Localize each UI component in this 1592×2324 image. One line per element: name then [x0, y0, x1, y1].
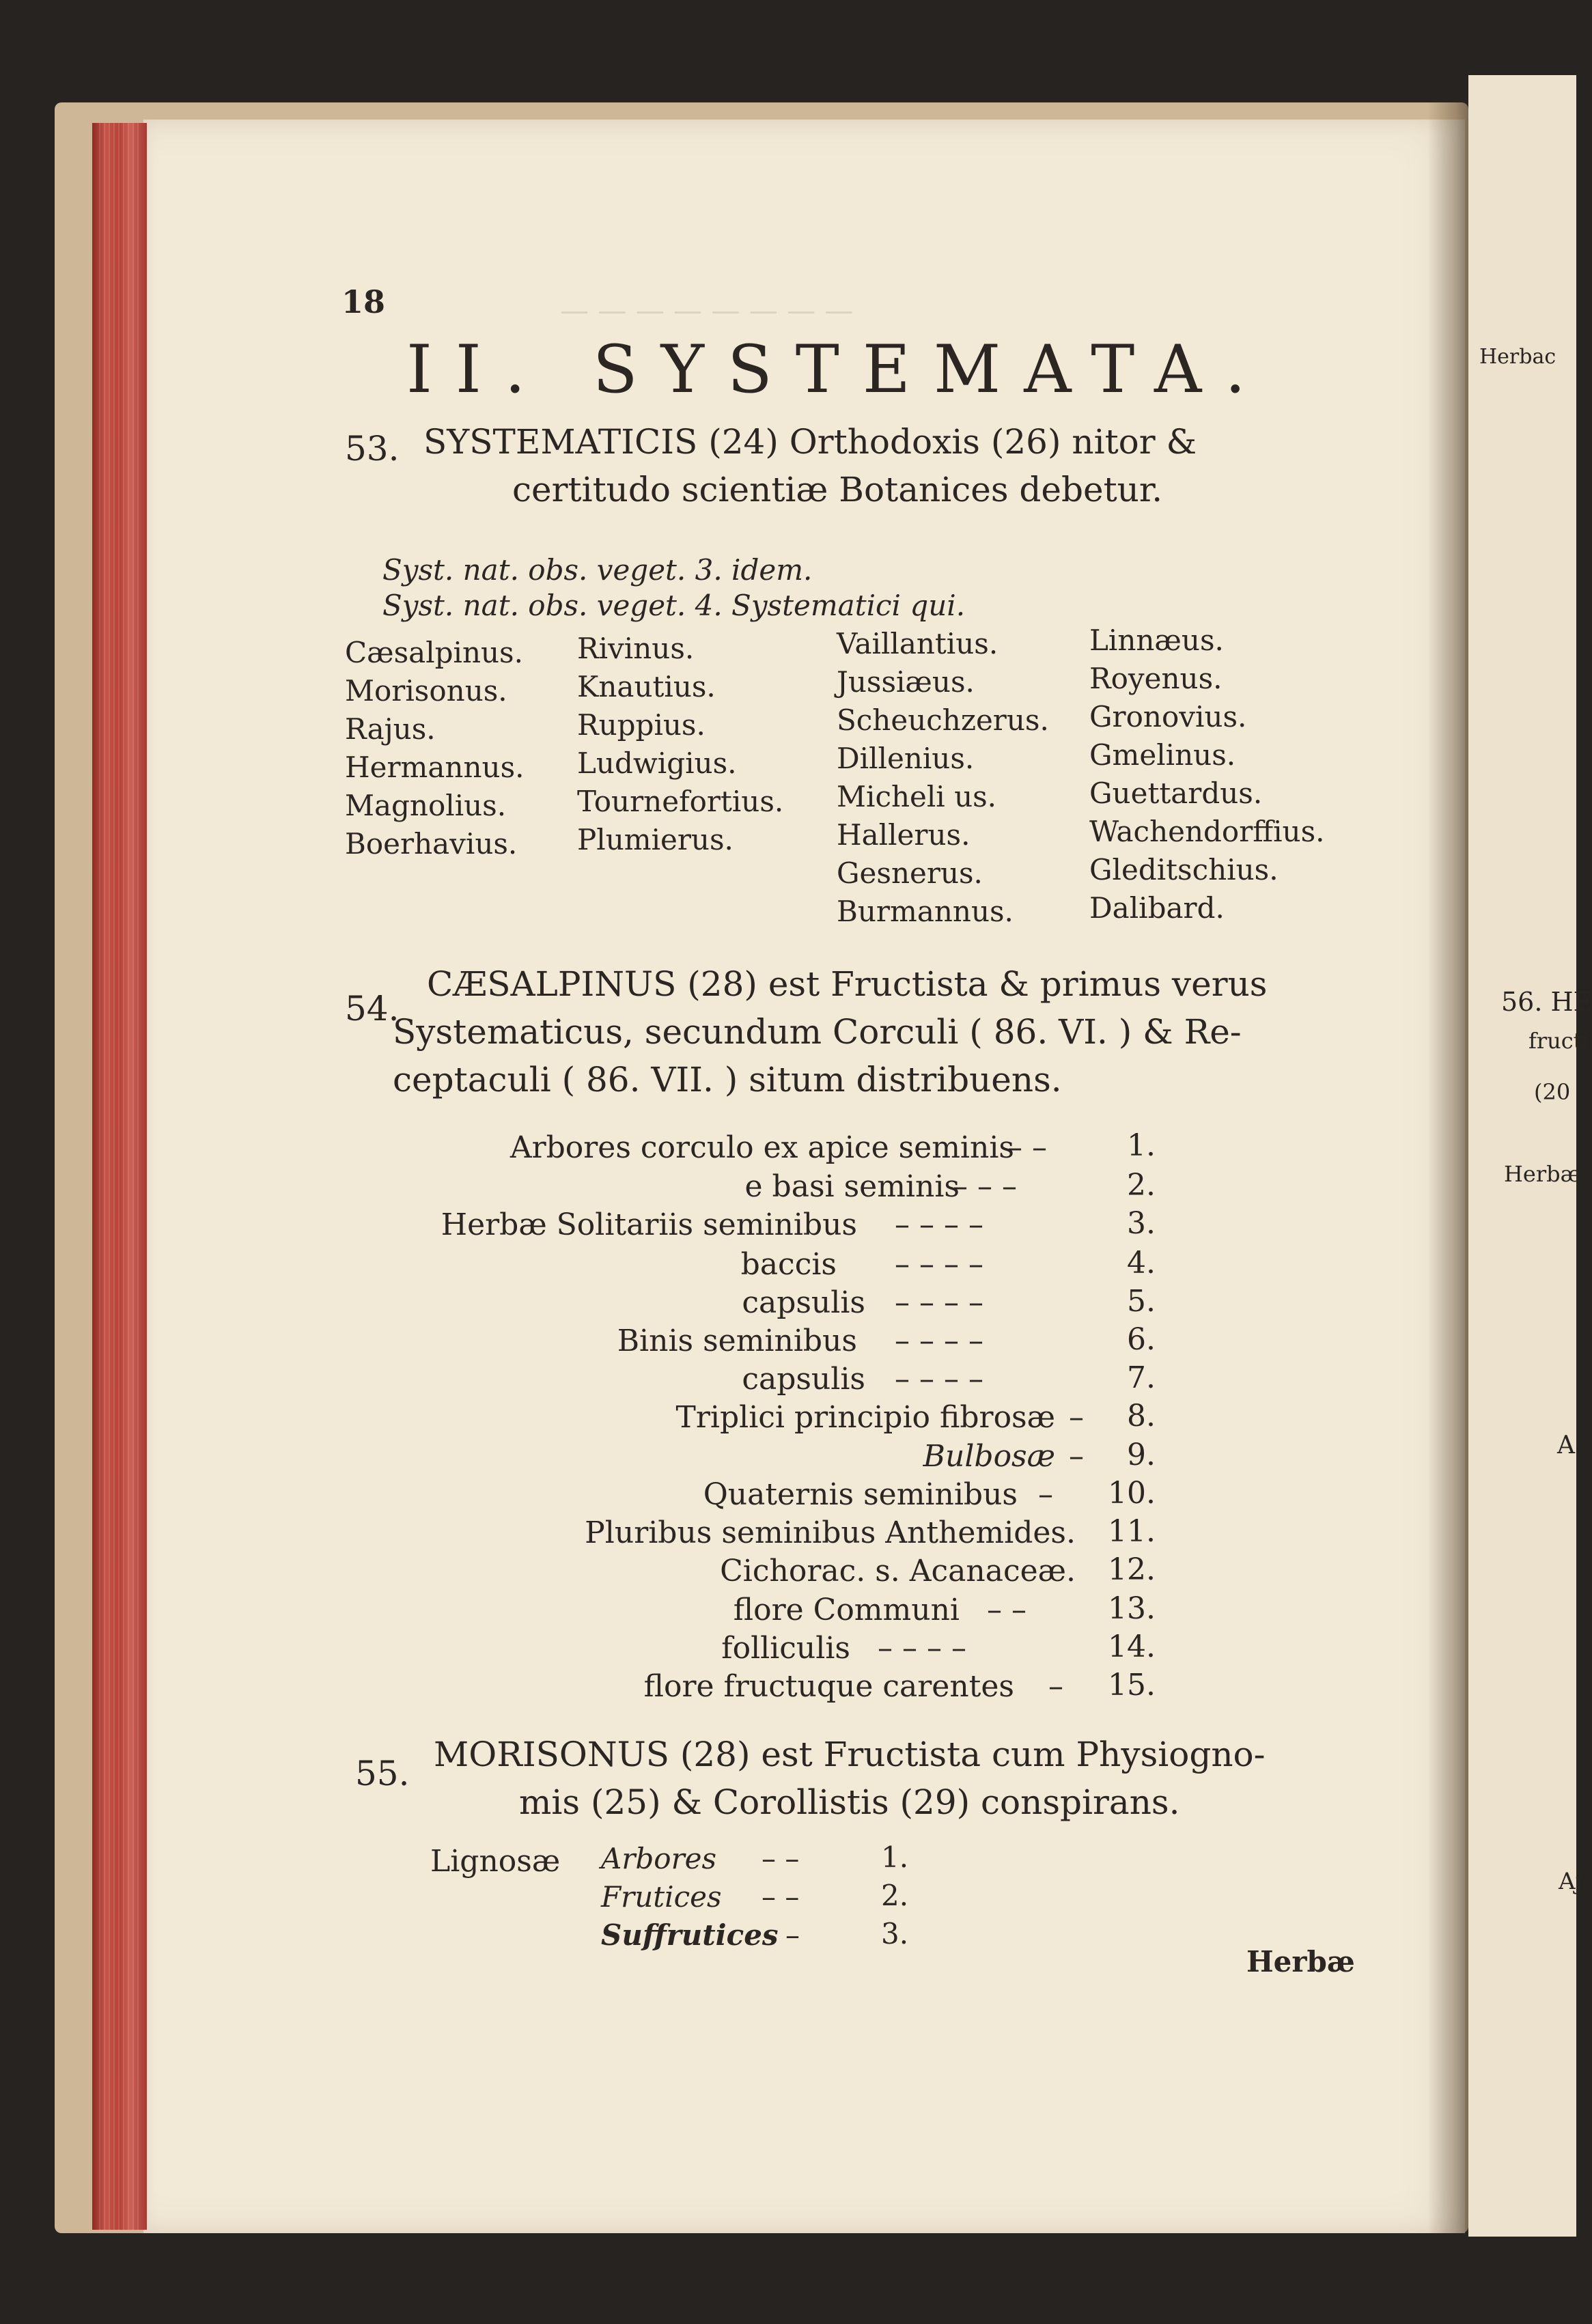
- list-item: Knautius.: [577, 670, 716, 703]
- table-row-label: e basi seminis: [744, 1169, 960, 1204]
- table-row-number: 6.: [1127, 1322, 1156, 1357]
- right-page-text: Aj: [1559, 1868, 1583, 1895]
- list-item: Vaillantius.: [837, 627, 999, 660]
- list-item: Burmannus.: [837, 895, 1014, 928]
- table-row-dash: – – – –: [878, 1631, 966, 1666]
- right-page-text: Herbac: [1479, 345, 1556, 369]
- list-item: Royenus.: [1089, 662, 1223, 695]
- table-row-label: Arbores: [601, 1842, 717, 1875]
- table-row-dash: – –: [762, 1842, 800, 1875]
- table-row-label: Pluribus seminibus Anthemides.: [585, 1515, 1076, 1550]
- table-row-label: Quaternis seminibus: [703, 1477, 1018, 1512]
- table-row-dash: – – – –: [895, 1207, 983, 1242]
- list-item: Boerhavius.: [345, 827, 518, 860]
- table-row-label: Cichorac. s. Acanaceæ.: [720, 1554, 1076, 1588]
- table-row-dash: – – – –: [895, 1362, 983, 1397]
- table-row-dash: –: [1048, 1669, 1063, 1704]
- paragraph-line: SYSTEMATICIS (24) Orthodoxis (26) nitor &: [423, 422, 1197, 462]
- table-row-number: 10.: [1108, 1476, 1156, 1511]
- page-title: II. SYSTEMATA.: [406, 331, 1269, 408]
- page-edge-lines: [99, 123, 140, 2230]
- right-page-text: (20: [1534, 1079, 1571, 1105]
- paragraph-line: ceptaculi ( 86. VII. ) situm distribuens.: [393, 1060, 1062, 1100]
- table-row-number: 3.: [881, 1917, 909, 1950]
- reference-line: Syst. nat. obs. veget. 4. Systematici qui.: [382, 589, 966, 622]
- table-row-label: Suffrutices: [601, 1918, 779, 1952]
- paragraph-line: CÆSALPINUS (28) est Fructista & primus verus: [427, 964, 1268, 1004]
- table-row-label: capsulis: [742, 1285, 865, 1320]
- list-item: Dillenius.: [837, 742, 975, 775]
- table-row-number: 1.: [881, 1840, 909, 1874]
- list-item: Plumierus.: [577, 823, 734, 856]
- list-item: Dalibard.: [1089, 891, 1225, 925]
- table-row-dash: – –: [762, 1880, 800, 1914]
- table-row-number: 2.: [1127, 1168, 1156, 1203]
- table-row-label: Arbores corculo ex apice seminis: [509, 1130, 1014, 1165]
- table-row-dash: – –: [1007, 1130, 1047, 1165]
- section-number: 55.: [355, 1754, 410, 1793]
- paragraph-line: Systematicus, secundum Corculi ( 86. VI. ) & Re-: [393, 1012, 1242, 1052]
- list-item: Tournefortius.: [577, 785, 784, 818]
- table-row-number: 8.: [1127, 1399, 1156, 1433]
- table-row-label: folliculis: [721, 1631, 850, 1666]
- list-item: Scheuchzerus.: [837, 703, 1049, 737]
- list-item: Cæsalpinus.: [345, 636, 523, 669]
- table-row-dash: – – – –: [895, 1324, 983, 1358]
- table-row-number: 5.: [1127, 1284, 1156, 1319]
- group-label: Lignosæ: [430, 1844, 561, 1879]
- table-row-number: 14.: [1108, 1629, 1156, 1664]
- systematici-column-4: [1089, 621, 1325, 927]
- section-number: 54.: [345, 989, 400, 1028]
- table-row-dash: –: [1038, 1477, 1053, 1512]
- table-row-label: Binis seminibus: [617, 1324, 857, 1358]
- right-page-text: A: [1557, 1431, 1575, 1459]
- table-row-number: 15.: [1108, 1668, 1156, 1703]
- reference-line: Syst. nat. obs. veget. 3. idem.: [382, 553, 813, 587]
- table-row-number: 9.: [1127, 1438, 1156, 1472]
- page-number: 18: [341, 283, 386, 320]
- list-item: Gesnerus.: [837, 856, 983, 890]
- list-item: Linnæus.: [1089, 624, 1224, 657]
- table-row-dash: –: [1069, 1439, 1084, 1474]
- list-item: Rivinus.: [577, 632, 695, 665]
- table-row-dash: – –: [987, 1593, 1027, 1627]
- list-item: Gronovius.: [1089, 700, 1247, 733]
- list-item: Gmelinus.: [1089, 738, 1236, 772]
- table-row-label: Herbæ Solitariis seminibus: [441, 1207, 857, 1242]
- right-page-text: 56. HE: [1501, 987, 1592, 1017]
- table-row-number: 2.: [881, 1879, 909, 1912]
- section-number: 53.: [345, 429, 400, 468]
- list-item: Guettardus.: [1089, 776, 1263, 810]
- table-row-label: Frutices: [601, 1880, 722, 1914]
- table-row-label: flore fructuque carentes: [643, 1669, 1014, 1704]
- table-row-dash: –: [1069, 1400, 1084, 1435]
- systematici-column-2: [577, 630, 783, 859]
- table-row-label: Triplici principio fibrosæ: [675, 1400, 1055, 1435]
- paragraph-line: mis (25) & Corollistis (29) conspirans.: [519, 1782, 1180, 1822]
- list-item: Ludwigius.: [577, 746, 737, 780]
- right-page-text: Herbæ: [1504, 1161, 1581, 1187]
- list-item: Magnolius.: [345, 789, 507, 822]
- list-item: Rajus.: [345, 712, 436, 746]
- systematici-column-3: [837, 625, 1049, 931]
- table-row-dash: – – – –: [895, 1247, 983, 1282]
- list-item: Morisonus.: [345, 674, 507, 708]
- table-row-number: 13.: [1108, 1591, 1156, 1626]
- table-row-number: 4.: [1127, 1246, 1156, 1280]
- paragraph-line: certitudo scientiæ Botanices debetur.: [512, 470, 1163, 509]
- table-row-number: 7.: [1127, 1360, 1156, 1395]
- table-row-number: 3.: [1127, 1206, 1156, 1241]
- table-row-dash: – – – –: [895, 1285, 983, 1320]
- table-row-dash: –: [785, 1918, 800, 1952]
- catchword: Herbæ: [1246, 1945, 1355, 1978]
- table-row-number: 11.: [1108, 1514, 1156, 1549]
- paragraph-line: MORISONUS (28) est Fructista cum Physiogno-: [434, 1735, 1266, 1774]
- list-item: Hermannus.: [345, 751, 525, 784]
- table-row-number: 1.: [1127, 1128, 1156, 1163]
- list-item: Gleditschius.: [1089, 853, 1279, 886]
- list-item: Ruppius.: [577, 708, 706, 742]
- table-row-dash: – – –: [953, 1169, 1017, 1204]
- list-item: Micheli us.: [837, 780, 997, 813]
- list-item: Hallerus.: [837, 818, 970, 852]
- right-page-text: fructi: [1528, 1028, 1589, 1054]
- systematici-column-1: [345, 634, 524, 863]
- table-row-label: flore Communi: [733, 1593, 960, 1627]
- list-item: Wachendorffius.: [1089, 815, 1325, 848]
- bleed-through: — — — — — — — —: [560, 294, 854, 327]
- table-row-label: baccis: [740, 1247, 837, 1282]
- right-page: [1468, 75, 1576, 2237]
- list-item: Jussiæus.: [837, 665, 975, 699]
- table-row-label: capsulis: [742, 1362, 865, 1397]
- table-row-number: 12.: [1108, 1552, 1156, 1587]
- table-row-label: Bulbosæ: [923, 1439, 1055, 1474]
